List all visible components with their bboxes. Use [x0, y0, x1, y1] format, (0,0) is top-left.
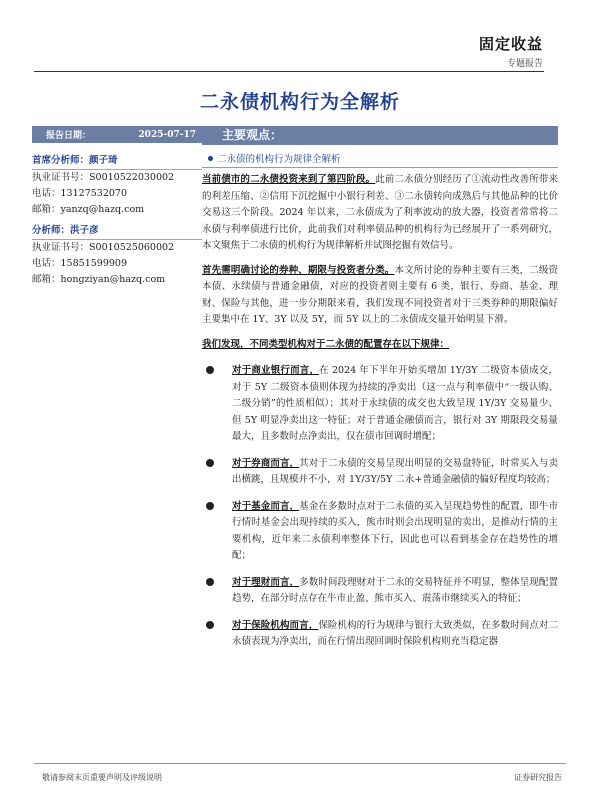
bullet-text: 保险机构的行为规律与银行大致类似，在多数时间点对二永债表现为净卖出，而在行情出现回调时保险机构则充当稳定器: [232, 619, 558, 647]
report-date-label: 报告日期：: [46, 131, 92, 141]
analyst-heading: 分析师：洪子彦: [32, 222, 202, 240]
cert-number: S0010525060002: [89, 242, 175, 253]
bullet-item: [202, 499, 558, 565]
bullet-lead: 对于基金而言，: [232, 500, 300, 512]
report-date-value: 2025-07-17: [138, 129, 196, 140]
chief-analyst-info: [32, 170, 202, 218]
cert-label: 执业证书号：: [32, 242, 90, 253]
report-title: 二永债机构行为全解析: [199, 91, 400, 113]
main-content: [202, 126, 558, 651]
phone-label: 电话：: [32, 188, 61, 199]
chief-analyst-heading: 首席分析师：颜子琦: [32, 152, 202, 170]
email-address[interactable]: yanzq@hazq.com: [60, 204, 145, 215]
report-category: 固定收益: [478, 35, 543, 53]
bullet-item: [202, 456, 558, 489]
paragraph-2-text: 本文所讨论的券种主要有三类，二级资本债、永续债与普通金融债，对应的投资者则主要有 6 类，银行、券商、基金、理财、保险与其他，进一步分期限来看，我们发现不同投资者对于三类券种的期限偏好主要集中在 1Y、3Y 以及 5Y，而 5Y 以上的二永债成交量开始明显下滑。: [202, 264, 558, 325]
bullet-item: [202, 575, 558, 608]
email-address[interactable]: hongziyan@hazq.com: [60, 274, 166, 285]
email-label: 邮箱：: [32, 274, 61, 285]
header-divider: [34, 71, 544, 72]
section-heading: [202, 151, 558, 168]
paragraph-1: [202, 172, 558, 255]
paragraph-3-lead: 我们发现，不同类型机构对于二永债的配置存在以下规律：: [202, 338, 450, 350]
bullet-icon: [206, 578, 214, 586]
paragraph-2-lead: 首先需明确讨论的券种、期限与投资者分类。: [202, 264, 395, 276]
bullet-icon: [206, 502, 214, 510]
footer-report-type: 证券研究报告: [514, 773, 562, 782]
footer-disclaimer[interactable]: 敬请参阅末页重要声明及评级说明: [42, 773, 162, 782]
report-subcategory: 专题报告: [506, 59, 543, 69]
cert-line: [32, 240, 202, 256]
bullet-dot-icon: [208, 156, 213, 161]
paragraph-2: [202, 263, 558, 329]
key-points-heading: 主要观点：: [202, 126, 558, 145]
bullet-text: 多数时间段理财对于二永的交易特征并不明显，整体呈现配置趋势，在部分时点存在牛市止盈、熊市买入、震荡市继续买入的特征；: [232, 576, 558, 604]
phone-line: [32, 256, 202, 272]
cert-line: [32, 170, 202, 186]
bullet-icon: [206, 459, 214, 467]
bullet-text: 基金在多数时点对于二永债的买入呈现趋势性的配置，即牛市行情时基金会出现持续的买入，熊市时则会出现明显的卖出，是推动行情的主要机构，近年来二永债利率整体下行，因此也可以看到基金存在趋势性的增配；: [232, 500, 558, 561]
phone-number: 13127532070: [60, 188, 128, 199]
paragraph-1-text: 此前二永债分别经历了①流动性改善所带来的利差压缩、②信用下沉挖掘中小银行利差、③二永债转向成熟后与其他品种的比价交易这三个阶段。2024 年以来，二永债成为了利率波动的放大器，投资者常常将二永债与利率债进行比价，此前我们对利率债品种的机构行为已经展开了一系列研究，本文聚焦于二永债的机构行为规律解析并试图挖掘有效信号。: [202, 174, 558, 251]
phone-line: [32, 186, 202, 202]
cert-label: 执业证书号：: [32, 172, 90, 183]
paragraph-3: [202, 337, 558, 354]
bullet-text: 在 2024 年下半年开始买增加 1Y/3Y 二级资本债成交，对于 5Y 二级资本债则体现为持续的净卖出（这一点与利率债中“一级认购、二级分销”的性质相似）；其对于永续债的成交也大致呈现 1Y/3Y 交易量少、但 5Y 明显净卖出这一特征；对于普通金融债而言，银行对 3Y 期限段交易量最大，且多数时点净卖出，仅在债市回调时增配；: [232, 365, 558, 442]
report-date-bar: [32, 126, 202, 143]
phone-number: 15851599909: [60, 258, 128, 269]
bullet-icon: [206, 621, 214, 629]
analyst-info: [32, 240, 202, 288]
cert-number: S0010522030002: [89, 172, 175, 183]
bullet-lead: 对于券商而言，: [232, 457, 300, 469]
section-heading-text: 二永债的机构行为规律全解析: [217, 154, 341, 165]
bullet-lead: 对于商业银行而言，: [232, 365, 320, 376]
bullet-text: 其对于二永债的交易呈现出明显的交易盘特征，时常买入与卖出横跳，且规模并不小，对 1Y/3Y/5Y 二永+普通金融债的偏好程度均较高；: [232, 457, 558, 485]
footer-divider: [34, 763, 566, 764]
phone-label: 电话：: [32, 258, 61, 269]
bullet-lead: 对于理财而言，: [232, 576, 300, 588]
email-line: [32, 202, 202, 218]
email-line: [32, 272, 202, 288]
bullet-lead: 对于保险机构而言，: [232, 619, 319, 631]
bullet-icon: [206, 366, 214, 374]
analyst-sidebar: [32, 126, 202, 288]
bullet-item: [202, 618, 558, 651]
bullet-item: [202, 363, 558, 446]
email-label: 邮箱：: [32, 204, 61, 215]
paragraph-1-lead: 当前债市的二永债投资来到了第四阶段。: [202, 174, 376, 185]
